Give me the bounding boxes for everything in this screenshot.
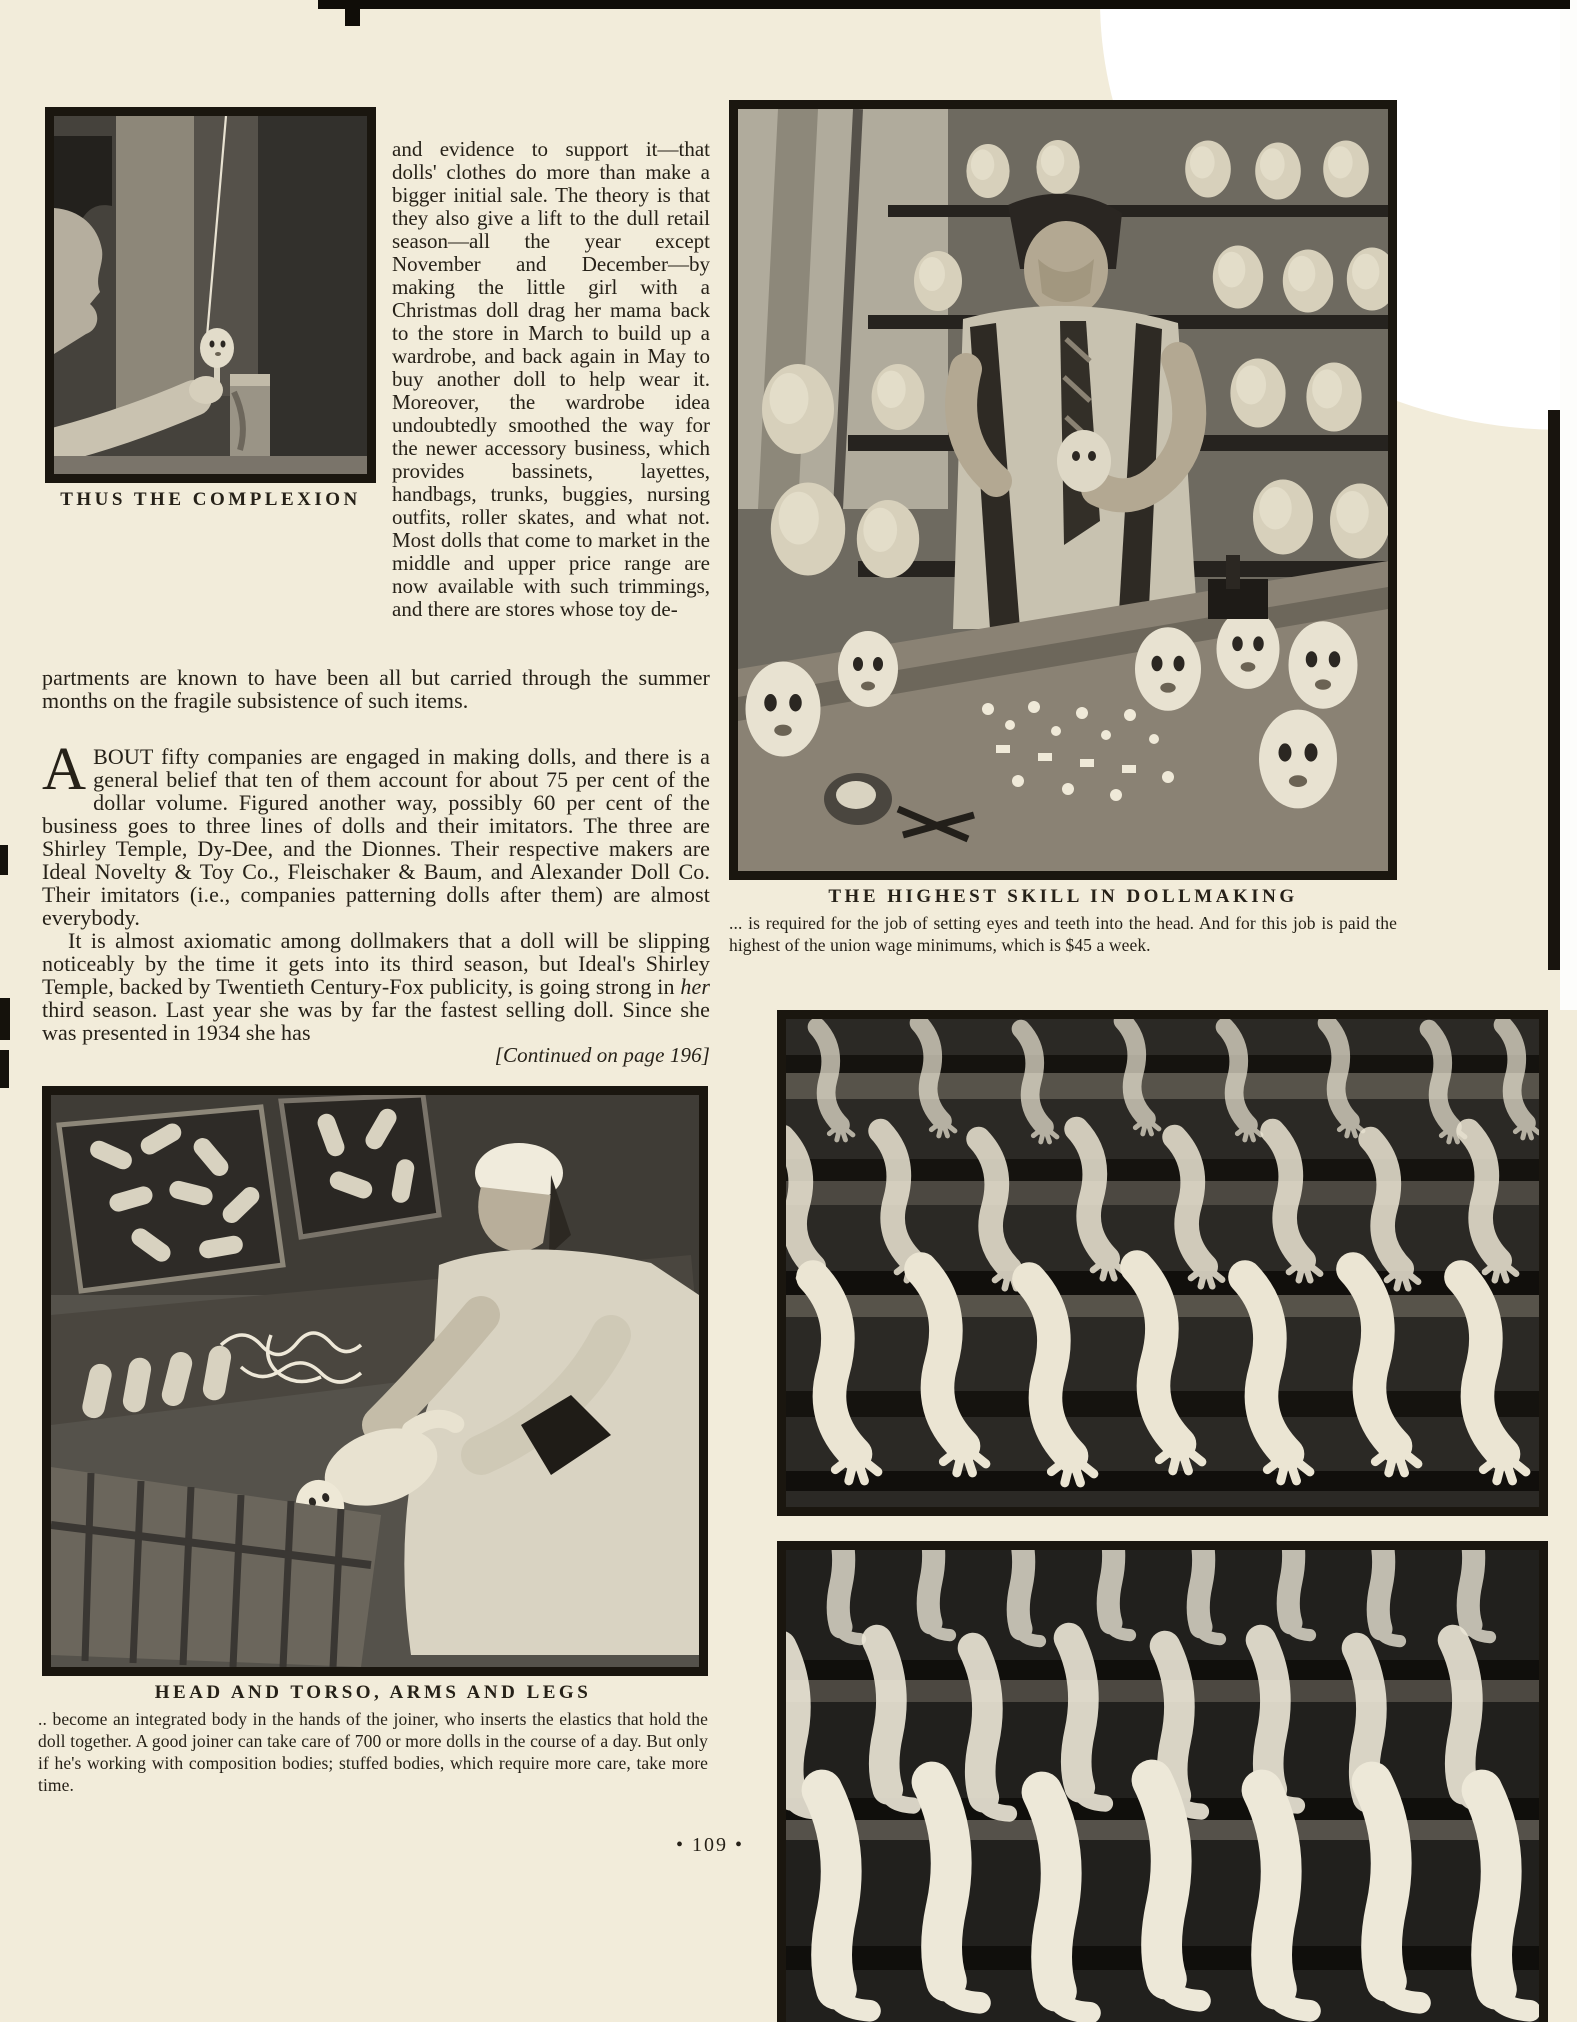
column-narrow-text: and evidence to support it—that dolls' clothes do more than make a bigger initial sale. The theory is that they also give a lift to the dull retail season—all the year except November and December—by making the little girl with a Christmas doll drag her mama back to the store in March to build up a wardrobe, and back again in May to buy another doll to help wear it. Moreover, the wardrobe idea undoubtedly smoothed the way for the newer accessory business, which provides bassinets, layettes, handbags, trunks, buggies, nursing outfits, roller skates, and what not. Most dolls that come to market in the middle and upper price range are now available with such trimmings, and there are stores whose toy de-	[392, 137, 710, 621]
bin-of-parts	[59, 1107, 283, 1291]
photo-thus-the-complexion	[45, 107, 376, 483]
scanner-margin	[1560, 0, 1577, 1010]
photo-highest-skill	[729, 100, 1397, 880]
caption-highest-skill	[729, 886, 1397, 956]
photo-legs-rack	[777, 1541, 1548, 2022]
top-edge-bar	[318, 0, 1570, 9]
bin-of-torsos	[281, 1095, 439, 1237]
arms-rack-illustration	[786, 1019, 1539, 1507]
top-edge-tick	[345, 0, 360, 26]
photo-arms-rack	[777, 1010, 1548, 1516]
legs-rack-illustration	[786, 1550, 1539, 2022]
caption-title: HEAD AND TORSO, ARMS AND LEGS	[154, 1682, 592, 1703]
wall-panel	[116, 116, 194, 416]
paste-jar	[230, 374, 270, 456]
emphasis-her: her	[680, 974, 710, 999]
complexion-illustration	[54, 116, 367, 474]
paragraph-bridge: partments are known to have been all but carried through the summer months on the fragile subsistence of such items.	[42, 665, 710, 713]
left-edge-mark	[0, 998, 10, 1040]
caption-title: THE HIGHEST SKILL IN DOLLMAKING	[828, 886, 1298, 907]
caption-text: .. become an integrated body in the hands of the joiner, who inserts the elastics that hold the doll together. A good joiner can take care of 700 or more dolls in the course of a day. But only if he's working with composition bodies; stuffed bodies, which require more care, take more time.	[38, 1709, 708, 1795]
drop-cap: A	[42, 736, 87, 803]
left-edge-mark	[0, 1050, 9, 1088]
caption-text: ... is required for the job of setting eyes and teeth into the head. And for this job is paid the highest of the union wage minimums, which is $45 a week.	[729, 913, 1397, 955]
caption-title: THUS THE COMPLEXION	[60, 489, 361, 510]
paragraph-axiomatic: It is almost axiomatic among dollmakers that a doll will be slipping noticeably by the time it gets into its third season, but Ideal's Shirley Temple, backed by Twentieth Century-Fox publicity, is going strong in her third season. Last year she was by far the fastest selling doll. Since she was presented in 1934 she has	[42, 928, 710, 1045]
eye-setting-illustration	[738, 109, 1388, 871]
page-edge-shadow	[1548, 410, 1560, 970]
caption-joiner	[38, 1682, 708, 1796]
photo-joiner	[42, 1086, 708, 1676]
continued-note: [Continued on page 196]	[494, 1043, 710, 1067]
left-edge-mark	[0, 845, 8, 875]
caption-complexion	[45, 489, 376, 511]
column-main-text	[42, 666, 710, 1067]
joiner-illustration	[51, 1095, 699, 1667]
page-number: • 109 •	[675, 1834, 744, 1856]
paragraph-about: ABOUT fifty companies are engaged in making dolls, and there is a general belief that ten of them account for about 75 per cent of the dollar volume. Figured another way, possibly 60 per cent of the business goes to three lines of dolls and their imitators. The three are Shirley Temple, Dy-Dee, and the Dionnes. Their respective makers are Ideal Novelty & Toy Co., Fleischaker & Baum, and Alexander Doll Co. Their imitators (i.e., companies patterning dolls after them) are almost everybody.	[42, 736, 710, 930]
